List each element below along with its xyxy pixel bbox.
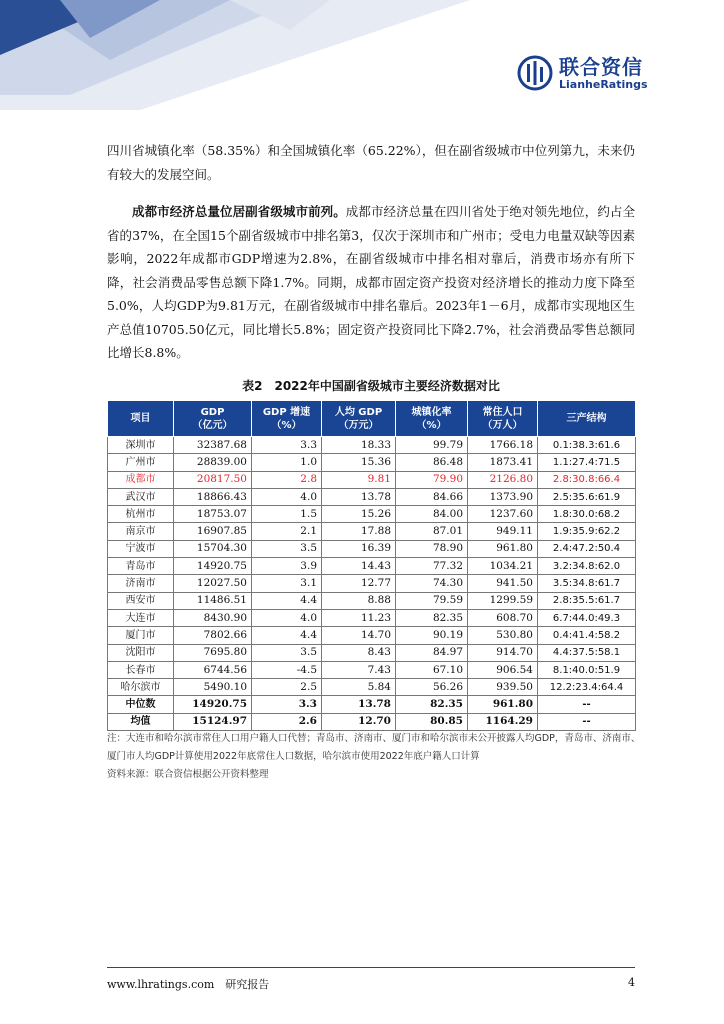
row-label-cell: 青岛市: [108, 558, 174, 575]
table-cell: 16.39: [322, 540, 396, 557]
note-text: 注：大连市和哈尔滨市常住人口用户籍人口代替；青岛市、济南市、厦门市和哈尔滨市未公开披露人均GDP，青岛市、济南市、厦门市人均GDP计算使用2022年底常住人口数据，哈尔滨市使用2022年底户籍人口计算: [107, 733, 641, 762]
table-cell: 87.01: [396, 523, 468, 540]
table-cell: 18753.07: [174, 506, 252, 523]
header-cell: 三产结构: [538, 401, 636, 437]
economic-data-table: [107, 400, 636, 731]
logo-english: LianheRatings: [559, 77, 648, 91]
table-cell: 15.36: [322, 454, 396, 471]
table-cell: 12.2:23.4:64.4: [538, 679, 636, 696]
table-cell: 2.6: [252, 713, 322, 730]
table-cell: 961.80: [468, 696, 538, 713]
table-cell: 949.11: [468, 523, 538, 540]
table-row: [108, 454, 636, 471]
table-cell: 1.8:30.0:68.2: [538, 506, 636, 523]
table-cell: 14.70: [322, 627, 396, 644]
header-cell: GDP 增速 （%）: [252, 401, 322, 437]
header-cell: 项目: [108, 401, 174, 437]
table-cell: 3.3: [252, 696, 322, 713]
table-cell: 12027.50: [174, 575, 252, 592]
table-cell: 11.23: [322, 609, 396, 626]
table-cell: 8.1:40.0:51.9: [538, 661, 636, 678]
table-row: [108, 506, 636, 523]
table-row: [108, 644, 636, 661]
table-cell: 3.1: [252, 575, 322, 592]
table-cell: 961.80: [468, 540, 538, 557]
table-cell: 32387.68: [174, 437, 252, 454]
table-cell: 906.54: [468, 661, 538, 678]
table-cell: 2.8: [252, 471, 322, 488]
table-cell: 3.5: [252, 540, 322, 557]
row-label-cell: 南京市: [108, 523, 174, 540]
table-cell: 77.32: [396, 558, 468, 575]
table-cell: 82.35: [396, 696, 468, 713]
table-cell: 78.90: [396, 540, 468, 557]
row-label-cell: 沈阳市: [108, 644, 174, 661]
table-row: [108, 696, 636, 713]
table-row: [108, 575, 636, 592]
page-number: 4: [628, 976, 635, 989]
table-cell: 79.59: [396, 592, 468, 609]
table-cell: 9.81: [322, 471, 396, 488]
table-cell: 80.85: [396, 713, 468, 730]
footer-left: [107, 976, 269, 992]
table-cell: 15704.30: [174, 540, 252, 557]
table-cell: 56.26: [396, 679, 468, 696]
table-cell: 74.30: [396, 575, 468, 592]
table-cell: -4.5: [252, 661, 322, 678]
table-cell: 15.26: [322, 506, 396, 523]
table-cell: 4.0: [252, 609, 322, 626]
table-cell: 1164.29: [468, 713, 538, 730]
table-cell: 2.4:47.2:50.4: [538, 540, 636, 557]
table-cell: 7695.80: [174, 644, 252, 661]
table-cell: 13.78: [322, 696, 396, 713]
table-cell: 1873.41: [468, 454, 538, 471]
header-cell: 人均 GDP （万元）: [322, 401, 396, 437]
table-cell: 84.97: [396, 644, 468, 661]
table-cell: 18866.43: [174, 488, 252, 505]
table-cell: 1373.90: [468, 488, 538, 505]
table-cell: 11486.51: [174, 592, 252, 609]
table-row: [108, 713, 636, 730]
table-cell: 5490.10: [174, 679, 252, 696]
table-cell: 15124.97: [174, 713, 252, 730]
logo-text: [559, 56, 648, 91]
table-row: [108, 523, 636, 540]
table-cell: 4.4: [252, 592, 322, 609]
row-label-cell: 成都市: [108, 471, 174, 488]
table-cell: 8.43: [322, 644, 396, 661]
table-cell: 0.1:38.3:61.6: [538, 437, 636, 454]
table-cell: 2.5:35.6:61.9: [538, 488, 636, 505]
row-label-cell: 深圳市: [108, 437, 174, 454]
company-logo: [517, 55, 648, 91]
logo-chinese: 联合资信: [559, 54, 643, 79]
row-label-cell: 均值: [108, 713, 174, 730]
table-cell: 914.70: [468, 644, 538, 661]
table-cell: 4.4:37.5:58.1: [538, 644, 636, 661]
table-cell: 941.50: [468, 575, 538, 592]
table-cell: 3.5: [252, 644, 322, 661]
table-row: [108, 592, 636, 609]
table-cell: 6.7:44.0:49.3: [538, 609, 636, 626]
table-body: [108, 437, 636, 731]
row-label-cell: 厦门市: [108, 627, 174, 644]
table-cell: 1.1:27.4:71.5: [538, 454, 636, 471]
table-cell: 79.90: [396, 471, 468, 488]
table-cell: 14.43: [322, 558, 396, 575]
table-cell: --: [538, 713, 636, 730]
table-cell: 4.4: [252, 627, 322, 644]
row-label-cell: 广州市: [108, 454, 174, 471]
table-cell: 0.4:41.4:58.2: [538, 627, 636, 644]
table-cell: 90.19: [396, 627, 468, 644]
table-cell: 2126.80: [468, 471, 538, 488]
table-cell: 3.2:34.8:62.0: [538, 558, 636, 575]
table-cell: 1766.18: [468, 437, 538, 454]
table-cell: 8.88: [322, 592, 396, 609]
table-row: [108, 679, 636, 696]
table-cell: 3.5:34.8:61.7: [538, 575, 636, 592]
table-row: [108, 488, 636, 505]
paragraph-economy-lead: 成都市经济总量位居副省级城市前列。: [132, 204, 346, 219]
table-cell: 20817.50: [174, 471, 252, 488]
table-cell: 84.66: [396, 488, 468, 505]
table-cell: 2.8:30.8:66.4: [538, 471, 636, 488]
table-row: [108, 471, 636, 488]
paragraph-urbanization: 四川省城镇化率（58.35%）和全国城镇化率（65.22%），但在副省级城市中位列第九，未来仍有较大的发展空间。: [107, 143, 635, 182]
table-cell: 14920.75: [174, 696, 252, 713]
table-header-row: [108, 401, 636, 437]
table-row: [108, 558, 636, 575]
footer-url[interactable]: www.lhratings.com: [107, 978, 215, 991]
table-cell: 7.43: [322, 661, 396, 678]
table-cell: 17.88: [322, 523, 396, 540]
table-cell: 2.1: [252, 523, 322, 540]
table-cell: 4.0: [252, 488, 322, 505]
table-row: [108, 437, 636, 454]
row-label-cell: 杭州市: [108, 506, 174, 523]
table-cell: 1.0: [252, 454, 322, 471]
header-cell: 常住人口 （万人）: [468, 401, 538, 437]
table-cell: 18.33: [322, 437, 396, 454]
table-cell: 3.3: [252, 437, 322, 454]
table-cell: 3.9: [252, 558, 322, 575]
row-label-cell: 西安市: [108, 592, 174, 609]
table-row: [108, 661, 636, 678]
table-cell: 67.10: [396, 661, 468, 678]
row-label-cell: 济南市: [108, 575, 174, 592]
table-cell: 82.35: [396, 609, 468, 626]
table-cell: 530.80: [468, 627, 538, 644]
row-label-cell: 哈尔滨市: [108, 679, 174, 696]
table-cell: 14920.75: [174, 558, 252, 575]
table-row: [108, 609, 636, 626]
footer-label: 研究报告: [225, 978, 270, 991]
row-label-cell: 武汉市: [108, 488, 174, 505]
table-cell: 2.5: [252, 679, 322, 696]
table-cell: 1.9:35.9:62.2: [538, 523, 636, 540]
table-cell: 16907.85: [174, 523, 252, 540]
source-text: 资料来源：联合资信根据公开资料整理: [107, 769, 269, 780]
table-cell: 2.8:35.5:61.7: [538, 592, 636, 609]
footer-divider: [107, 967, 635, 968]
header-cell: 城镇化率 （%）: [396, 401, 468, 437]
table-cell: 1034.21: [468, 558, 538, 575]
row-label-cell: 宁波市: [108, 540, 174, 557]
paragraph-economy-body: 成都市经济总量在四川省处于绝对领先地位，约占全省的37%，在全国15个副省级城市中排名第3，仅次于深圳市和广州市；受电力电量双缺等因素影响，2022年成都市GDP增速为2.8%，在副省级城市中排名相对靠后，消费市场亦有所下降，社会消费品零售总额下降1.7%。同期，成都市固定资产投资对经济增长的推动力度下降至5.0%，人均GDP为9.81万元，在副省级城市中排名靠后。2023年1－6月，成都市实现地区生产总值10705.50亿元，同比增长5.8%；固定资产投资同比下降2.7%，社会消费品零售总额同比增长8.8%。: [107, 204, 635, 360]
row-label-cell: 大连市: [108, 609, 174, 626]
table-cell: 86.48: [396, 454, 468, 471]
table-cell: 12.70: [322, 713, 396, 730]
table-cell: 7802.66: [174, 627, 252, 644]
table-cell: 939.50: [468, 679, 538, 696]
table-caption: 表2 2022年中国副省级城市主要经济数据对比: [242, 379, 500, 393]
table-cell: 12.77: [322, 575, 396, 592]
row-label-cell: 长春市: [108, 661, 174, 678]
table-cell: 5.84: [322, 679, 396, 696]
table-cell: 6744.56: [174, 661, 252, 678]
table-notes: [107, 730, 642, 784]
paragraph-economy: [107, 200, 635, 365]
table-cell: 13.78: [322, 488, 396, 505]
header-cell: GDP （亿元）: [174, 401, 252, 437]
table-cell: 28839.00: [174, 454, 252, 471]
table-cell: 1.5: [252, 506, 322, 523]
table-cell: 8430.90: [174, 609, 252, 626]
table-cell: 1299.59: [468, 592, 538, 609]
lianhe-logo-icon: [517, 55, 553, 91]
row-label-cell: 中位数: [108, 696, 174, 713]
table-row: [108, 627, 636, 644]
table-cell: 608.70: [468, 609, 538, 626]
table-cell: --: [538, 696, 636, 713]
table-cell: 84.00: [396, 506, 468, 523]
table-cell: 1237.60: [468, 506, 538, 523]
table-cell: 99.79: [396, 437, 468, 454]
table-row: [108, 540, 636, 557]
